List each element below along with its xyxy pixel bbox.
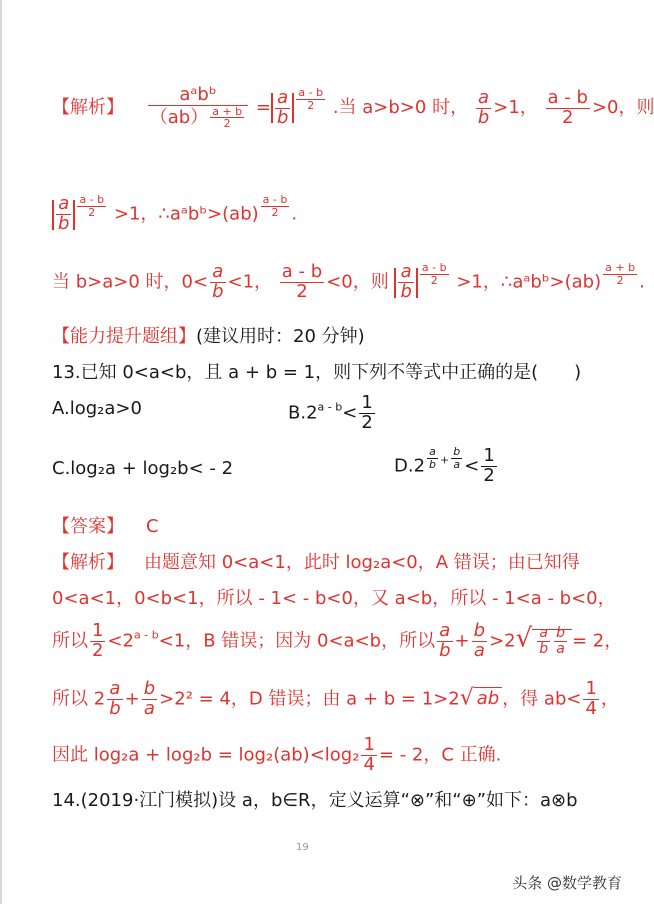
q13-option-a: A.log₂a>0 xyxy=(52,398,142,419)
section-note: (建议用时：20 分钟) xyxy=(196,326,365,347)
question-14-stem: 14.(2019·江门模拟)设 a，b∈R，定义运算“⊗”和“⊕”如下：a⊗b xyxy=(52,790,578,811)
solution-13-line-2: 0<a<1，0<b<1，所以 - 1< - b<0，又 a<b，所以 - 1<a - b<0， xyxy=(52,588,616,609)
section-label: 【能力提升题组】 xyxy=(52,326,196,347)
fraction-aa-bb-over-ab: aᵃbᵇ （ab） $\frac{a + b}{2}$ xyxy=(148,86,248,130)
answer-label: 【答案】 xyxy=(52,516,124,537)
page-left-border xyxy=(0,0,2,904)
solution-12-line-2: $\frac{a}{b}$ $\frac{a - b}{2}$ >1，∴aᵃbᵇ>(ab) $\frac{a - b}{2}$ . xyxy=(52,194,297,234)
solution-12-line-1: 【解析】 aᵃbᵇ （ab） $\frac{a + b}{2}$ = $\frac{a}{b}$ $\frac{a - b}{2}$ .当 a>b>0 时， $\frac{a}{b}$ >1， $\frac{a - b}{2}$ >0，则 xyxy=(52,84,654,131)
solution-13-line-4: 所以 2 $\frac{a}{b}$ + $\frac{b}{a}$ >2² = 4，D 错误；由 a + b = 1>2√ ab ，得 ab< $\frac{1}{4}$ ， xyxy=(52,678,619,719)
solution-13-line-3: 所以 $\frac{1}{2}$ $<2^{a - b}<1$，B 错误；因为 0<a<b，所以 $\frac{a}{b}$ + $\frac{b}{a}$ >2√ $\frac{a}{b}$ $\frac{b}{a}$ = 2， xyxy=(52,620,623,661)
section-header xyxy=(52,322,365,348)
solution-13-line-5: 因此 log₂a + log₂b = log₂(ab)<log₂ $\frac{1}{4}$ = - 2，C 正确. xyxy=(52,734,502,775)
answer-value: C xyxy=(146,516,159,537)
q13-option-b: $B.2^{a - b}<$ $\frac{1}{2}$ xyxy=(288,392,373,433)
page-number: 19 xyxy=(296,842,309,853)
solution-12-line-3: 当 b>a>0 时，0< $\frac{a}{b}$ <1， $\frac{a - b}{2}$ <0，则 $\frac{a}{b}$ $\frac{a - b}{2}$ >1，∴aᵃbᵇ>(ab) $\frac{a + b}{2}$ . xyxy=(52,261,645,303)
q13-option-c: C.log₂a + log₂b< - 2 xyxy=(52,458,234,479)
watermark: 头条 @数学教育 xyxy=(512,874,622,892)
solution-label: 【解析】 xyxy=(52,97,124,118)
question-13-stem: 13.已知 0<a<b，且 a + b = 1，则下列不等式中正确的是( ) xyxy=(52,362,582,383)
q13-answer xyxy=(52,512,159,538)
q13-option-d: D.2 $\frac{a}{b}$ + $\frac{b}{a}$ < $\frac{1}{2}$ xyxy=(394,445,495,487)
solution-13-line-1: 【解析】 由题意知 0<a<1，此时 log₂a<0，A 错误；由已知得 xyxy=(52,552,580,573)
